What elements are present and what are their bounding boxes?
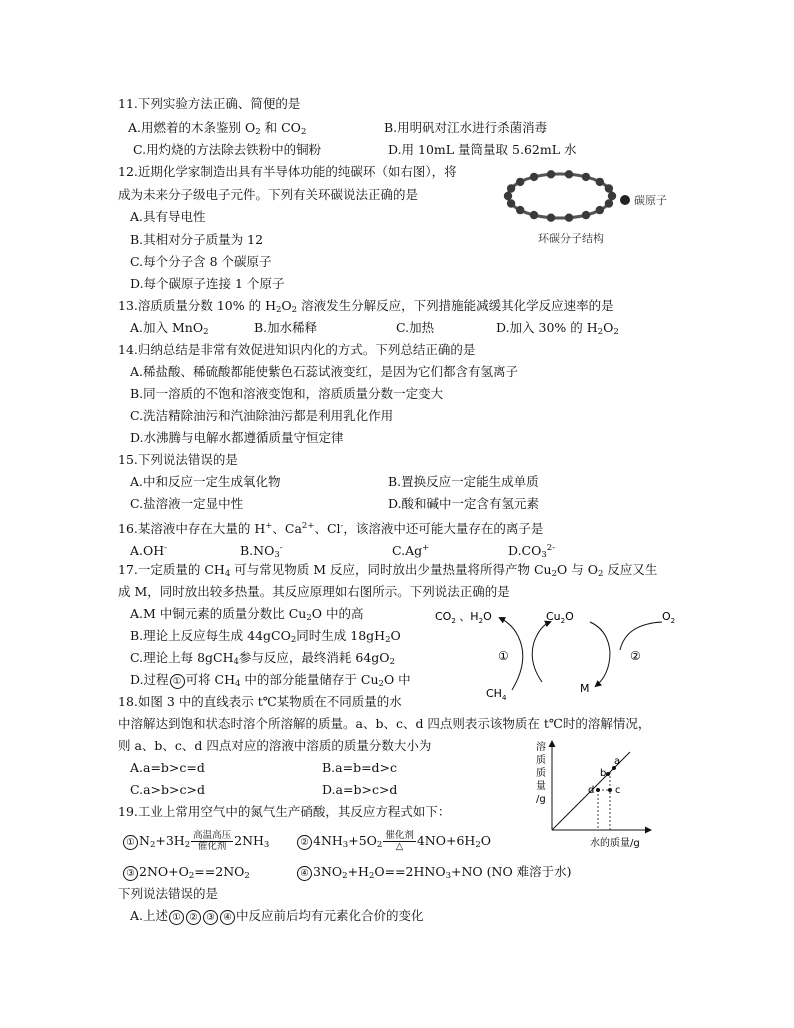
q12-option-b: B.其相对分子质量为 12 (130, 232, 264, 247)
q11-option-b: B.用明矾对江水进行杀菌消毒 (384, 120, 548, 135)
q13-stem: 13.溶质质量分数 10% 的 $H_2O_2$ 溶液发生分解反应，下列措施能减缓其化学反应速率的是 (118, 298, 614, 315)
diagram-circle-2: ② (630, 649, 641, 663)
equation-2: ② $4NH_3+5O_2$ 催化剂 △ $4NO+6H_2O$ (296, 830, 491, 856)
q18-option-b: B.a=b=d>c (322, 760, 398, 775)
q17-stem-line2: 成 M，同时放出较多热量。其反应原理如右图所示。下列说法正确的是 (118, 584, 510, 599)
q11-stem: 11.下列实验方法正确、简便的是 (118, 96, 301, 111)
y-label-1: 溶 (536, 742, 546, 753)
q17-option-a: A.M 中铜元素的质量分数比 $Cu_2O$ 中的高 (130, 606, 364, 623)
q11-option-c: C.用灼烧的方法除去铁粉中的铜粉 (133, 142, 322, 157)
q15-option-c: C.盐溶液一定显中性 (130, 496, 244, 511)
q18-option-a: A.a=b>c=d (130, 760, 205, 775)
q12-option-c: C.每个分子含 8 个碳原子 (130, 254, 272, 269)
ring-atom (516, 178, 524, 186)
ring-atom (582, 173, 590, 181)
q13-option-d: D.加入 30% 的 $H_2O_2$ (496, 320, 619, 337)
diagram-co2-h2o: $CO_2$ 、$H_2O$ (435, 610, 492, 625)
q19-stem2: 下列说法错误的是 (118, 886, 219, 901)
q12-option-d: D.每个碳原子连接 1 个原子 (130, 276, 285, 291)
ring-atom (530, 173, 538, 181)
solubility-graph (530, 738, 670, 853)
point-c (608, 788, 612, 792)
label-b: b (600, 768, 607, 779)
ring-atom (547, 170, 555, 178)
label-d: d (588, 785, 595, 796)
ring-atom (582, 211, 590, 219)
q16-option-b: $B.NO_3^-$ (240, 543, 283, 560)
ring-atom (605, 184, 613, 192)
q18-stem-line2: 中溶解达到饱和状态时溶个所溶解的质量。a、b、c、d 四点则表示该物质在 t℃时的溶解情况， (118, 716, 651, 731)
ring-atom (507, 184, 515, 192)
q13-option-b: B.加水稀释 (254, 320, 318, 335)
ring-atom (504, 192, 512, 200)
point-b (606, 772, 610, 776)
q14-option-b: B.同一溶质的不饱和溶液变饱和，溶质质量分数一定变大 (130, 386, 444, 401)
q16-option-c: C.Ag+ (392, 543, 430, 558)
y-label-2: 质 (536, 755, 546, 766)
ring-atom (596, 206, 604, 214)
ring-atom (547, 214, 555, 222)
arc-left-lower (532, 622, 550, 682)
q11-option-a: A.用燃着的木条鉴别 $O_2$ 和 $CO_2$ (128, 120, 307, 137)
q18-stem-line1: 18.如图 3 中的直线表示 t℃某物质在不同质量的水 (118, 694, 402, 709)
q18-stem-line3: 则 a、b、c、d 四点对应的溶液中溶质的质量分数大小为 (118, 738, 432, 753)
q18-option-d: D.a=b>c>d (322, 782, 398, 797)
q17-option-c: C.理论上每 8gCH$_4$参与反应，最终消耗 $64gO_2$ (130, 650, 395, 667)
y-label-5: /g (536, 794, 546, 805)
x-label: 水的质量/g (590, 838, 640, 849)
y-label-3: 质 (536, 768, 546, 779)
q14-stem: 14.归纳总结是非常有效促进知识内化的方式。下列总结正确的是 (118, 342, 476, 357)
q13-option-a: A.加入 MnO$_2$ (130, 320, 209, 337)
q11-option-d: D.用 10mL 量筒量取 5.62mL 水 (388, 142, 577, 157)
q12-stem-line1: 12.近期化学家制造出具有半导体功能的纯碳环（如右图），将 (118, 164, 457, 179)
q14-option-c: C.洗洁精除油污和汽油除油污都是利用乳化作用 (130, 408, 394, 423)
arc-right-upper (620, 622, 662, 650)
q15-option-d: D.酸和碱中一定含有氢元素 (388, 496, 540, 511)
ring-atom (596, 178, 604, 186)
diagram-cu2o: $Cu_2O$ (546, 610, 574, 625)
diagram-circle-1: ① (498, 649, 509, 663)
q16-option-d: $D.CO_3^{2-}$ (508, 543, 556, 560)
q16-stem: 16.某溶液中存在大量的 H+、$Ca^{2+}$、Cl-，该溶液中还可能大量存在的离子是 (118, 521, 544, 536)
q19-option-a: A.上述 ① ② ③ ④ 中反应前后均有元素化合价的变化 (130, 908, 424, 923)
equation-1: ① $N_2+3H_2$ 高温高压 催化剂 $2NH_3$ (122, 830, 269, 856)
label-a: a (614, 756, 621, 767)
ring-atom (605, 199, 613, 207)
ring-atom (565, 170, 573, 178)
carbon-ring-figure (500, 160, 680, 250)
y-label-4: 量 (536, 781, 546, 792)
reaction-cycle-diagram (430, 600, 690, 700)
q19-stem: 19.工业上常用空气中的氮气生产硝酸，其反应方程式如下： (118, 804, 451, 819)
q18-option-c: C.a>b>c>d (130, 782, 205, 797)
q14-option-a: A.稀盐酸、稀硫酸都能使紫色石蕊试液变红，是因为它们都含有氢离子 (130, 364, 519, 379)
q12-option-a: A.具有导电性 (130, 209, 206, 224)
ring-atom (516, 206, 524, 214)
q16-option-a: A.OH- (130, 543, 168, 558)
q12-stem-line2: 成为未来分子级电子元件。下列有关环碳说法正确的是 (118, 187, 419, 202)
diagram-ch4: $CH_4$ (486, 687, 507, 700)
equation-4: ④ $3NO_2+H_2O==2HNO_3+NO$ (NO 难溶于水) (296, 863, 572, 885)
carbon-atom-legend-label: 碳原子 (634, 194, 667, 207)
ring-atom (608, 192, 616, 200)
ring-caption: 环碳分子结构 (538, 232, 604, 245)
q14-option-d: D.水沸腾与电解水都遵循质量守恒定律 (130, 430, 344, 445)
q15-stem: 15.下列说法错误的是 (118, 452, 238, 467)
q17-option-d: D.过程 ① 可将 $CH_4$ 中的部分能量储存于 $Cu_2O$ 中 (130, 672, 411, 689)
label-c: c (615, 785, 621, 796)
ring-atom (530, 211, 538, 219)
q15-option-a: A.中和反应一定生成氧化物 (130, 474, 281, 489)
diagram-o2: $O_2$ (662, 610, 676, 625)
carbon-ring (504, 170, 616, 222)
q15-option-b: B.置换反应一定能生成单质 (388, 474, 539, 489)
arc-right (590, 622, 610, 686)
diagram-m: M (580, 682, 590, 695)
q17-stem-line1: 17.一定质量的 $CH_4$ 可与常见物质 M 反应，同时放出少量热量将所得产物 $Cu_2O$ 与 $O_2$ 反应又生 (118, 562, 658, 579)
ring-atom (507, 199, 515, 207)
ring-atom (565, 214, 573, 222)
carbon-atom-legend-icon (620, 195, 630, 205)
equation-3: ③ $2NO+O_2==2NO_2$ (122, 863, 250, 885)
q13-option-c: C.加热 (396, 320, 435, 335)
q17-option-b: B.理论上反应每生成 44gCO$_2$同时生成 $18gH_2O$ (130, 628, 401, 645)
point-d (596, 788, 600, 792)
